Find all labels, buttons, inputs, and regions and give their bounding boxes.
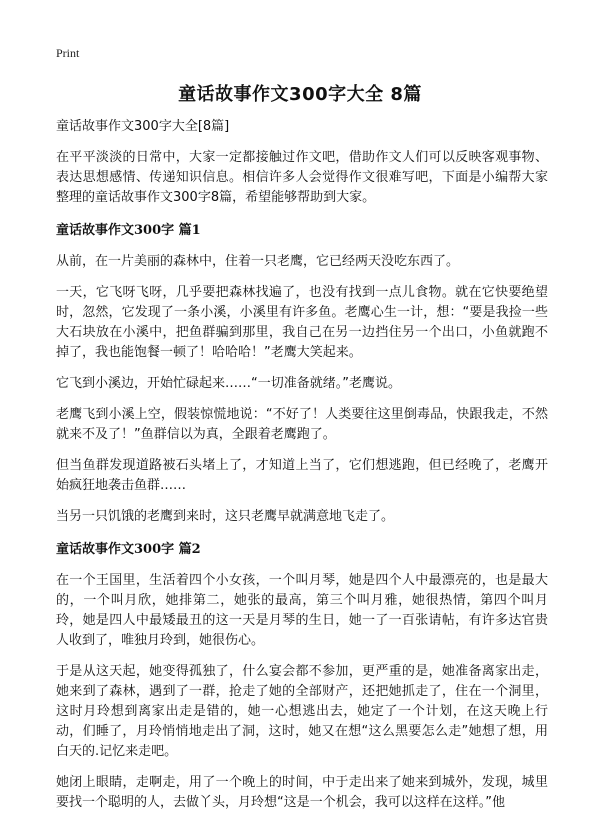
section-heading: 童话故事作文300字 篇1 [56, 223, 201, 238]
intro-paragraph: 在平平淡淡的日常中，大家一定都接触过作文吧，借助作文人们可以反映客观事物、表达思想感情、传递知识信息。相信许多人会觉得作文很难写吧，下面是小编帮大家整理的童话故事作文300字8篇，希望能够帮助到大家。 [56, 150, 548, 205]
paragraph: 老鹰飞到小溪上空，假装惊慌地说：“不好了！人类要往这里倒毒品，快跟我走，不然就来不及了！”鱼群信以为真，全跟着老鹰跑了。 [56, 407, 548, 442]
paragraph: 在一个王国里，生活着四个小女孩，一个叫月琴，她是四个人中最漂亮的，也是最大的，一个叫月欣，她排第二，她张的最高，第三个叫月雅，她很热情，第四个叫月玲，她是四人中最矮最丑的这一天是月琴的生日，她一了一百张请帖，有许多达官贵人收到了，唯独月玲到，她很伤心。 [56, 573, 548, 648]
paragraph: 但当鱼群发现道路被石头堵上了，才知道上当了，它们想逃跑，但已经晚了，老鹰开始疯狂地袭击鱼群…… [56, 458, 548, 493]
print-link[interactable]: Print [56, 46, 80, 60]
article-subtitle: 童话故事作文300字大全[8篇] [56, 119, 230, 134]
paragraph: 当另一只饥饿的老鹰到来时，这只老鹰早就满意地飞走了。 [56, 509, 395, 524]
section-heading: 童话故事作文300字 篇2 [56, 542, 201, 557]
page-title: 童话故事作文300字大全 8篇 [178, 84, 422, 105]
article-body [56, 118, 548, 824]
paragraph: 从前，在一片美丽的森林中，住着一只老鹰，它已经两天没吃东西了。 [56, 254, 460, 269]
paragraph: 她闭上眼睛，走啊走，用了一个晚上的时间，中于走出来了她来到城外，发现，城里要找一个聪明的人，去做丫头，月玲想“这是一个机会，我可以这样在这样。”他 [56, 775, 548, 810]
paragraph: 它飞到小溪边，开始忙碌起来……“一切准备就绪。”老鹰说。 [56, 376, 401, 391]
paragraph: 于是从这天起，她变得孤独了，什么宴会都不参加，更严重的是，她准备离家出走，她来到了森林，遇到了一群，抢走了她的全部财产，还把她抓走了，住在一个洞里，这时月玲想到离家出走是错的，她一心想逃出去，她定了一个计划，在这天晚上行动，们睡了，月玲悄悄地走出了洞，这时，她又在想“这么黑要怎么走”她想了想，用白天的.记忆来走吧。 [56, 664, 548, 759]
paragraph: 一天，它飞呀飞呀，几乎要把森林找遍了，也没有找到一点儿食物。就在它快要绝望时，忽然，它发现了一条小溪，小溪里有许多鱼。老鹰心生一计，想：“要是我捡一些大石块放在小溪中，把鱼群骗到那里，我自己在另一边挡住另一个出口，小鱼就跑不掉了，我也能饱餐一顿了！哈哈哈！”老鹰大笑起来。 [56, 285, 548, 360]
